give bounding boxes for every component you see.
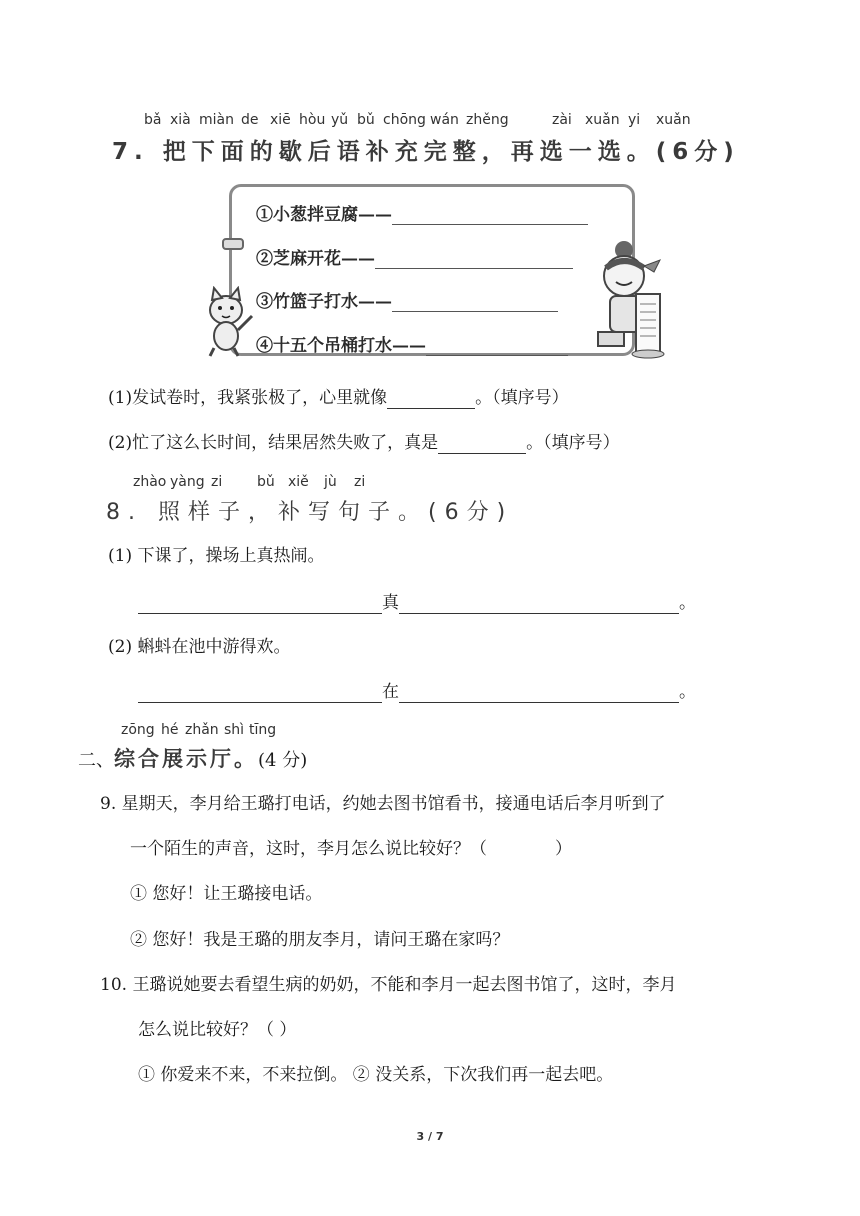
q7-sub2-text: (2)忙了这么长时间，结果居然失败了，真是 — [108, 433, 439, 453]
pinyin: yi — [628, 112, 641, 128]
q7-title: 7. 把下面的歇后语补充完整，再选一选。(6分) — [112, 139, 740, 165]
pinyin: hé — [161, 722, 179, 738]
q9-line2: 一个陌生的声音，这时，李月怎么说比较好？（ ） — [130, 839, 572, 859]
answer-blank[interactable] — [399, 595, 679, 614]
pinyin: zài — [552, 112, 572, 128]
section-score: (4 分) — [258, 750, 308, 771]
box-clip-decoration — [222, 238, 244, 250]
answer-blank[interactable] — [392, 295, 558, 312]
q10-line2: 怎么说比较好？（ ） — [138, 1020, 297, 1040]
q7-sub1-text: (1)发试卷时，我紧张极了，心里就像 — [108, 388, 388, 408]
answer-blank[interactable] — [392, 208, 588, 225]
idiom-item-2 — [256, 244, 573, 269]
boy-reading-illustration — [588, 238, 688, 360]
answer-blank[interactable] — [387, 390, 475, 409]
sentence-end: 。 — [679, 682, 696, 702]
q7-pinyin-row — [0, 112, 860, 132]
pinyin: zōng — [121, 722, 155, 738]
pinyin: zhào — [133, 474, 167, 490]
section2-pinyin-row — [0, 722, 860, 742]
q9-option1: ① 您好！让王璐接电话。 — [130, 884, 323, 904]
pinyin: shì — [224, 722, 245, 738]
answer-blank[interactable] — [438, 435, 526, 454]
q7-sub1-suffix: 。（填序号） — [475, 388, 569, 408]
pinyin: zhěng — [466, 112, 509, 128]
pinyin: jù — [324, 474, 337, 490]
pinyin: xuǎn — [656, 112, 691, 128]
idiom-item-4 — [256, 331, 568, 356]
sentence-connector: 真 — [382, 593, 399, 613]
q7-sub2-suffix: 。（填序号） — [526, 433, 620, 453]
sentence-end: 。 — [679, 593, 696, 613]
pinyin: de — [241, 112, 259, 128]
pinyin: xiē — [270, 112, 291, 128]
pinyin: hòu — [299, 112, 326, 128]
pinyin: bǔ — [257, 474, 275, 490]
q9-line1: 9. 星期天，李月给王璐打电话，约她去图书馆看书，接通电话后李月听到了 — [100, 794, 666, 814]
q8-sub1: (1) 下课了，操场上真热闹。 — [108, 546, 325, 566]
q7-sub1 — [108, 387, 569, 409]
q9-option2: ② 您好！我是王璐的朋友李月，请问王璐在家吗？ — [130, 930, 510, 950]
idiom-item-3 — [256, 287, 558, 312]
answer-blank[interactable] — [399, 684, 679, 703]
q8-title: 8. 照样子，补写句子。(6分) — [106, 500, 514, 525]
q8-sub1-answer — [138, 592, 696, 614]
q8-sub2-answer — [138, 681, 696, 703]
pinyin: bǔ — [357, 112, 375, 128]
answer-blank[interactable] — [138, 684, 382, 703]
section-title: 综合展示厅。 — [114, 747, 258, 771]
idiom-text: ③竹篮子打水—— — [256, 292, 392, 312]
sentence-connector: 在 — [382, 682, 399, 702]
cat-illustration — [198, 286, 262, 358]
q10-options: ① 你爱来不来，不来拉倒。 ② 没关系，下次我们再一起去吧。 — [138, 1065, 614, 1085]
pinyin: zi — [354, 474, 366, 490]
q10-line1: 10. 王璐说她要去看望生病的奶奶，不能和李月一起去图书馆了，这时，李月 — [100, 975, 677, 995]
idiom-item-1 — [256, 200, 588, 225]
pinyin: yǔ — [331, 112, 349, 128]
pinyin: xiě — [288, 474, 309, 490]
q7-sub2 — [108, 432, 620, 454]
idiom-text: ④十五个吊桶打水—— — [256, 336, 426, 356]
pinyin: zi — [211, 474, 223, 490]
pinyin: chōng — [383, 112, 426, 128]
q8-sub2: (2) 蝌蚪在池中游得欢。 — [108, 637, 291, 657]
idiom-text: ①小葱拌豆腐—— — [256, 205, 392, 225]
page-number: 3 / 7 — [416, 1130, 444, 1143]
q8-pinyin-row — [0, 474, 860, 494]
section2-heading — [78, 748, 307, 772]
answer-blank[interactable] — [375, 252, 573, 269]
pinyin: tīng — [249, 722, 277, 738]
pinyin: xuǎn — [585, 112, 620, 128]
pinyin: miàn — [199, 112, 234, 128]
answer-blank[interactable] — [138, 595, 382, 614]
pinyin: yàng — [170, 474, 205, 490]
pinyin: zhǎn — [185, 722, 219, 738]
pinyin: xià — [170, 112, 191, 128]
pinyin: wán — [430, 112, 459, 128]
idiom-text: ②芝麻开花—— — [256, 249, 375, 269]
section-number: 二、 — [78, 750, 114, 771]
pinyin: bǎ — [144, 112, 162, 128]
answer-blank[interactable] — [426, 339, 568, 356]
